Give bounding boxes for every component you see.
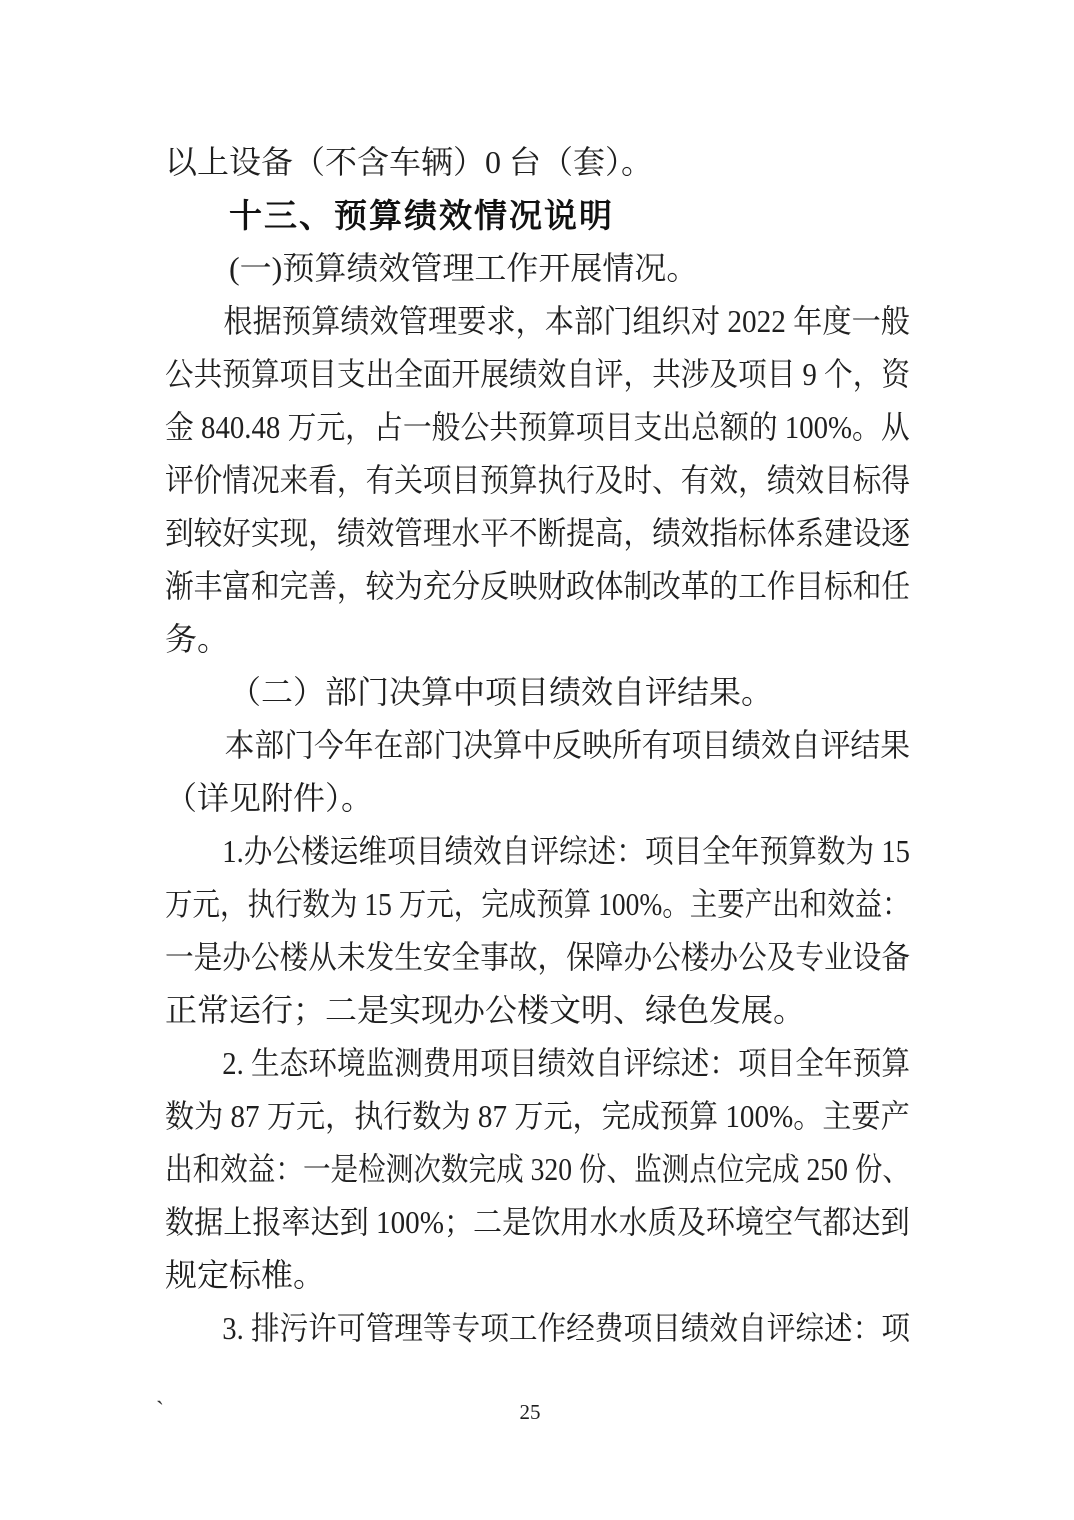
text-line: 1.办公楼运维项目绩效自评综述：项目全年预算数为 15 <box>222 833 911 869</box>
text-line: 一是办公楼从未发生安全事故，保障办公楼办公及专业设备 <box>165 939 911 975</box>
text-line: 规定标椎。 <box>165 1257 326 1293</box>
section-heading: 十三、预算绩效情况说明 <box>229 197 614 234</box>
text-line: 数为 87 万元，执行数为 87 万元，完成预算 100%。主要产 <box>165 1098 910 1134</box>
text-line: 本部门今年在部门决算中反映所有项目绩效自评结果 <box>224 727 911 763</box>
subsection-heading-1: (一)预算绩效管理工作开展情况。 <box>229 250 699 286</box>
document-body <box>165 136 910 1355</box>
text-line: 评价情况来看，有关项目预算执行及时、有效，绩效目标得 <box>165 462 911 498</box>
footer-stray-mark: ` <box>156 1398 164 1424</box>
text-line: 3. 排污许可管理等专项工作经费项目绩效自评综述：项 <box>222 1310 911 1346</box>
text-line: 数据上报率达到 100%；二是饮用水水质及环境空气都达到 <box>165 1204 910 1240</box>
text-line: 以上设备（不含车辆）0 台（套）。 <box>165 144 654 180</box>
text-line: 2. 生态环境监测费用项目绩效自评综述：项目全年预算 <box>222 1045 911 1081</box>
text-line: 公共预算项目支出全面开展绩效自评，共涉及项目 9 个，资 <box>165 356 911 392</box>
text-line: （详见附件）。 <box>165 780 374 816</box>
text-line: 到较好实现，绩效管理水平不断提高，绩效指标体系建设逐 <box>165 515 911 551</box>
text-line: 正常运行；二是实现办公楼文明、绿色发展。 <box>165 992 806 1028</box>
text-line: 渐丰富和完善，较为充分反映财政体制改革的工作目标和任 <box>165 568 911 604</box>
text-line: 出和效益：一是检测次数完成 320 份、监测点位完成 250 份、 <box>165 1151 911 1187</box>
text-line: 万元，执行数为 15 万元，完成预算 100%。主要产出和效益： <box>165 886 910 922</box>
page-number: 25 <box>519 1400 541 1424</box>
subsection-heading-2: （二）部门决算中项目绩效自评结果。 <box>229 674 774 710</box>
text-line: 务。 <box>165 621 230 657</box>
text-line: 根据预算绩效管理要求，本部门组织对 2022 年度一般 <box>223 303 911 339</box>
text-line: 金 840.48 万元，占一般公共预算项目支出总额的 100%。从 <box>165 409 910 445</box>
